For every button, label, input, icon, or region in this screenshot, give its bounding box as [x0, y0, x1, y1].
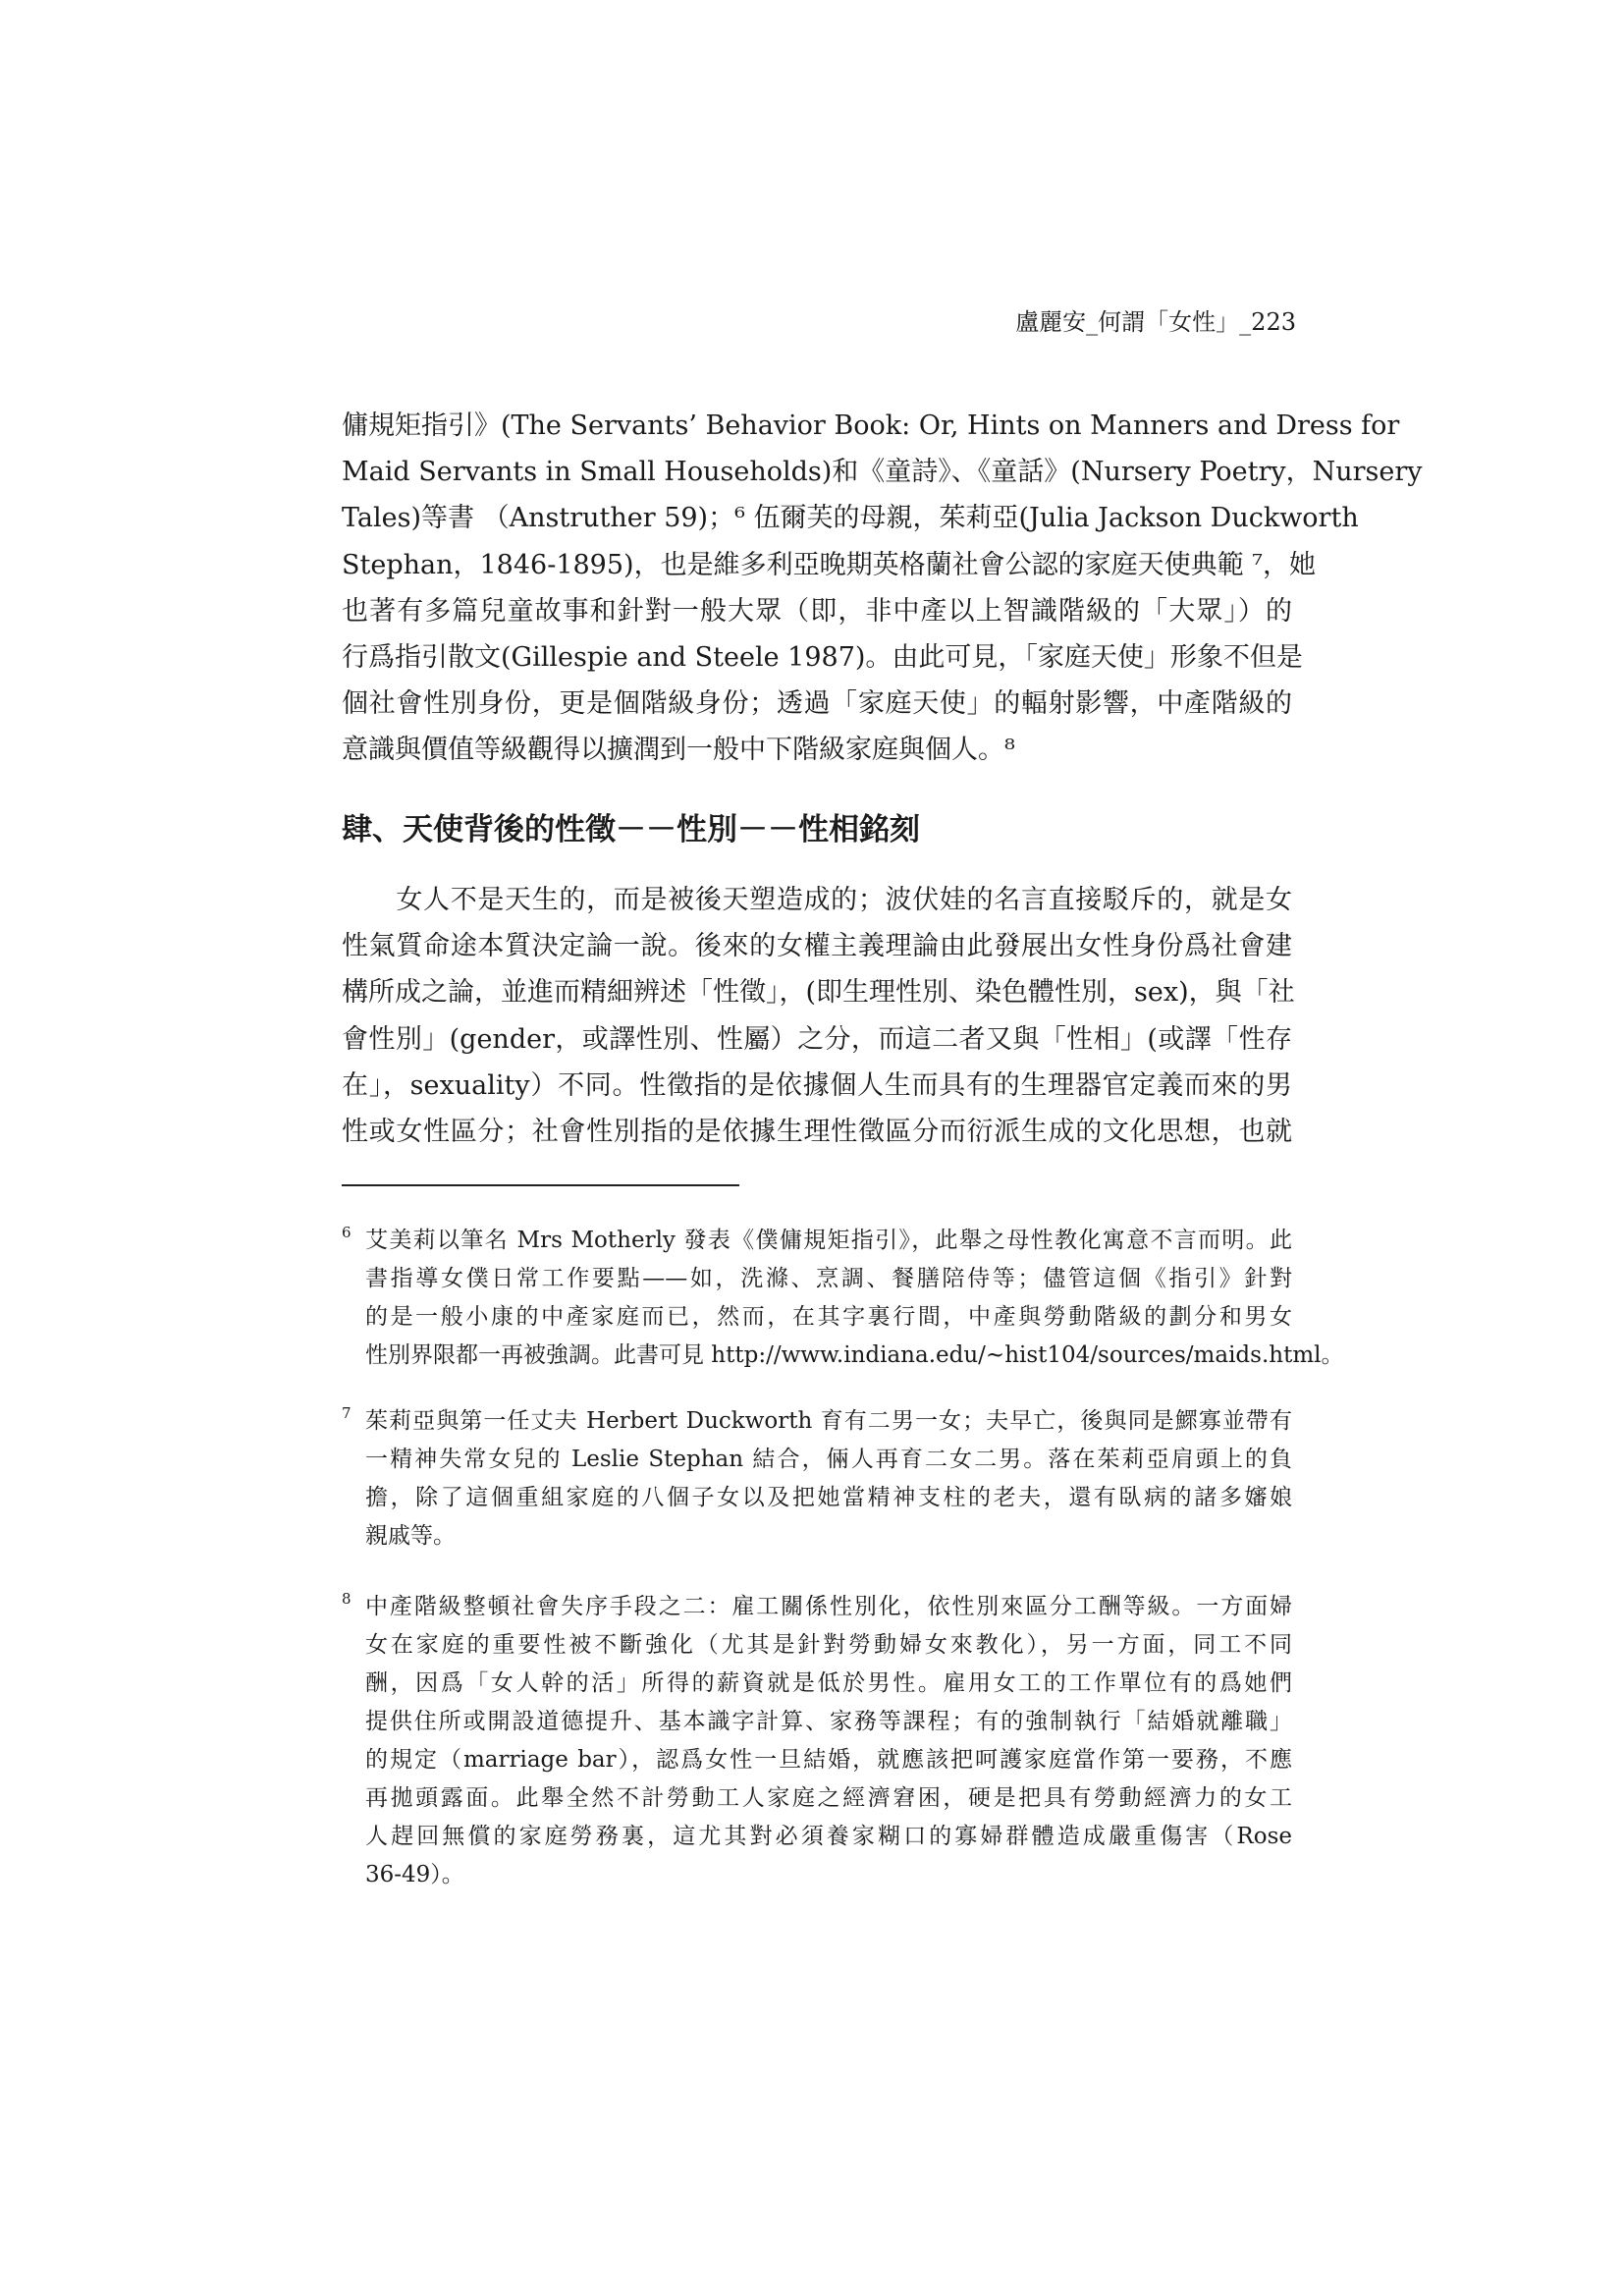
footnote-number: 7 [342, 1404, 352, 1422]
footnote-number: 6 [342, 1224, 352, 1241]
text-line: Tales)等書 （Anstruther 59)；⁶ 伍爾芙的母親，茱莉亞(Julia Jackson Duckworth [342, 503, 1359, 534]
text-line: 性氣質命途本質決定論一說。後來的女權主義理論由此發展出女性身份爲社會建 [342, 931, 1292, 962]
footnote-line: 人趕回無償的家庭勞務裏，這尤其對必須養家糊口的寡婦群體造成嚴重傷害（Rose [365, 1824, 1292, 1849]
footnote-line: 女在家庭的重要性被不斷強化（尤其是針對勞動婦女來教化），另一方面，同工不同 [365, 1632, 1292, 1658]
footnote-7 [342, 1402, 1292, 1561]
text-line: 意識與價值等級觀得以擴潤到一般中下階級家庭與個人。⁸ [342, 735, 1015, 766]
text-line: 會性別」(gender，或譯性別、性屬）之分，而這二者又與「性相」(或譯「性存 [342, 1023, 1292, 1055]
footnote-line: 中產階級整頓社會失序手段之二：雇工關係性別化，依性別來區分工酬等級。一方面婦 [365, 1594, 1292, 1619]
text-line: 也著有多篇兒童故事和針對一般大眾（即，非中產以上智識階級的「大眾」）的 [342, 595, 1292, 627]
footnote-line: 再拋頭露面。此舉全然不計勞動工人家庭之經濟窘困，硬是把具有勞動經濟力的女工 [365, 1785, 1292, 1811]
section-heading: 肆、天使背後的性徵－－性別－－性相銘刻 [342, 812, 920, 847]
text-line: 構所成之論，並進而精細辨述「性徵」，(即生理性別、染色體性別，sex)，與「社 [342, 977, 1295, 1009]
footnote-line: 的規定（marriage bar），認爲女性一旦結婚，就應該把呵護家庭當作第一要務，不應 [365, 1747, 1292, 1773]
text-line: Stephan，1846-1895)，也是維多利亞晚期英格蘭社會公認的家庭天使典範 ⁷，她 [342, 549, 1316, 580]
footnote-8 [342, 1588, 1292, 1900]
text-line: 傭規矩指引》(The Servants’ Behavior Book: Or, Hints on Manners and Dress for [342, 410, 1400, 441]
footnote-line: 茱莉亞與第一任丈夫 Herbert Duckworth 育有二男一女；夫早亡，後與同是鰥寡並帶有 [365, 1408, 1292, 1434]
footnote-line: 提供住所或開設道德提升、基本識字計算、家務等課程；有的強制執行「結婚就離職」 [365, 1709, 1292, 1734]
footnote-line: 書指導女僕日常工作要點——如，洗滌、烹調、餐膳陪侍等；儘管這個《指引》針對 [365, 1266, 1292, 1291]
footnote-line: 擔，除了這個重組家庭的八個子女以及把她當精神支柱的老夫，還有臥病的諸多嬸娘 [365, 1485, 1292, 1510]
footnote-line: 親戚等。 [365, 1523, 456, 1549]
text-line: 行爲指引散文(Gillespie and Steele 1987)。由此可見，「家庭天使」形象不但是 [342, 641, 1303, 673]
footnote-number: 8 [342, 1590, 352, 1608]
text-line: 個社會性別身份，更是個階級身份；透過「家庭天使」的輻射影響，中產階級的 [342, 688, 1292, 720]
footnote-line: 的是一般小康的中產家庭而已，然而，在其字裏行間，中產與勞動階級的劃分和男女 [365, 1304, 1292, 1330]
footnote-divider [342, 1184, 739, 1186]
body-paragraph-2 [342, 877, 1295, 1155]
footnote-line: 艾美莉以筆名 Mrs Motherly 發表《僕傭規矩指引》，此舉之母性教化寓意不言而明。此 [365, 1228, 1292, 1253]
footnote-line: 酬，因爲「女人幹的活」所得的薪資就是低於男性。雇用女工的工作單位有的爲她們 [365, 1670, 1292, 1696]
text-line: 在」，sexuality）不同。性徵指的是依據個人生而具有的生理器官定義而來的男 [342, 1069, 1292, 1101]
footnote-line: 36-49）。 [365, 1862, 464, 1887]
text-line: Maid Servants in Small Households)和《童詩》、《童話》(Nursery Poetry，Nursery [342, 457, 1423, 488]
footnote-6 [342, 1222, 1344, 1381]
footnote-line: 性別界限都一再被強調。此書可見 http://www.indiana.edu/~hist104/sources/maids.html。 [365, 1342, 1344, 1368]
footnote-line: 一精神失常女兒的 Leslie Stephan 結合，倆人再育二女二男。落在茱莉亞肩頭上的負 [365, 1447, 1292, 1472]
text-line: 性或女性區分；社會性別指的是依據生理性徵區分而衍派生成的文化思想，也就 [342, 1116, 1292, 1147]
text-line: 女人不是天生的，而是被後天塑造成的；波伏娃的名言直接駁斥的，就是女 [342, 885, 1292, 915]
body-paragraph-1 [342, 403, 1423, 774]
running-head: 盧麗安_何謂「女性」_223 [1015, 308, 1296, 336]
